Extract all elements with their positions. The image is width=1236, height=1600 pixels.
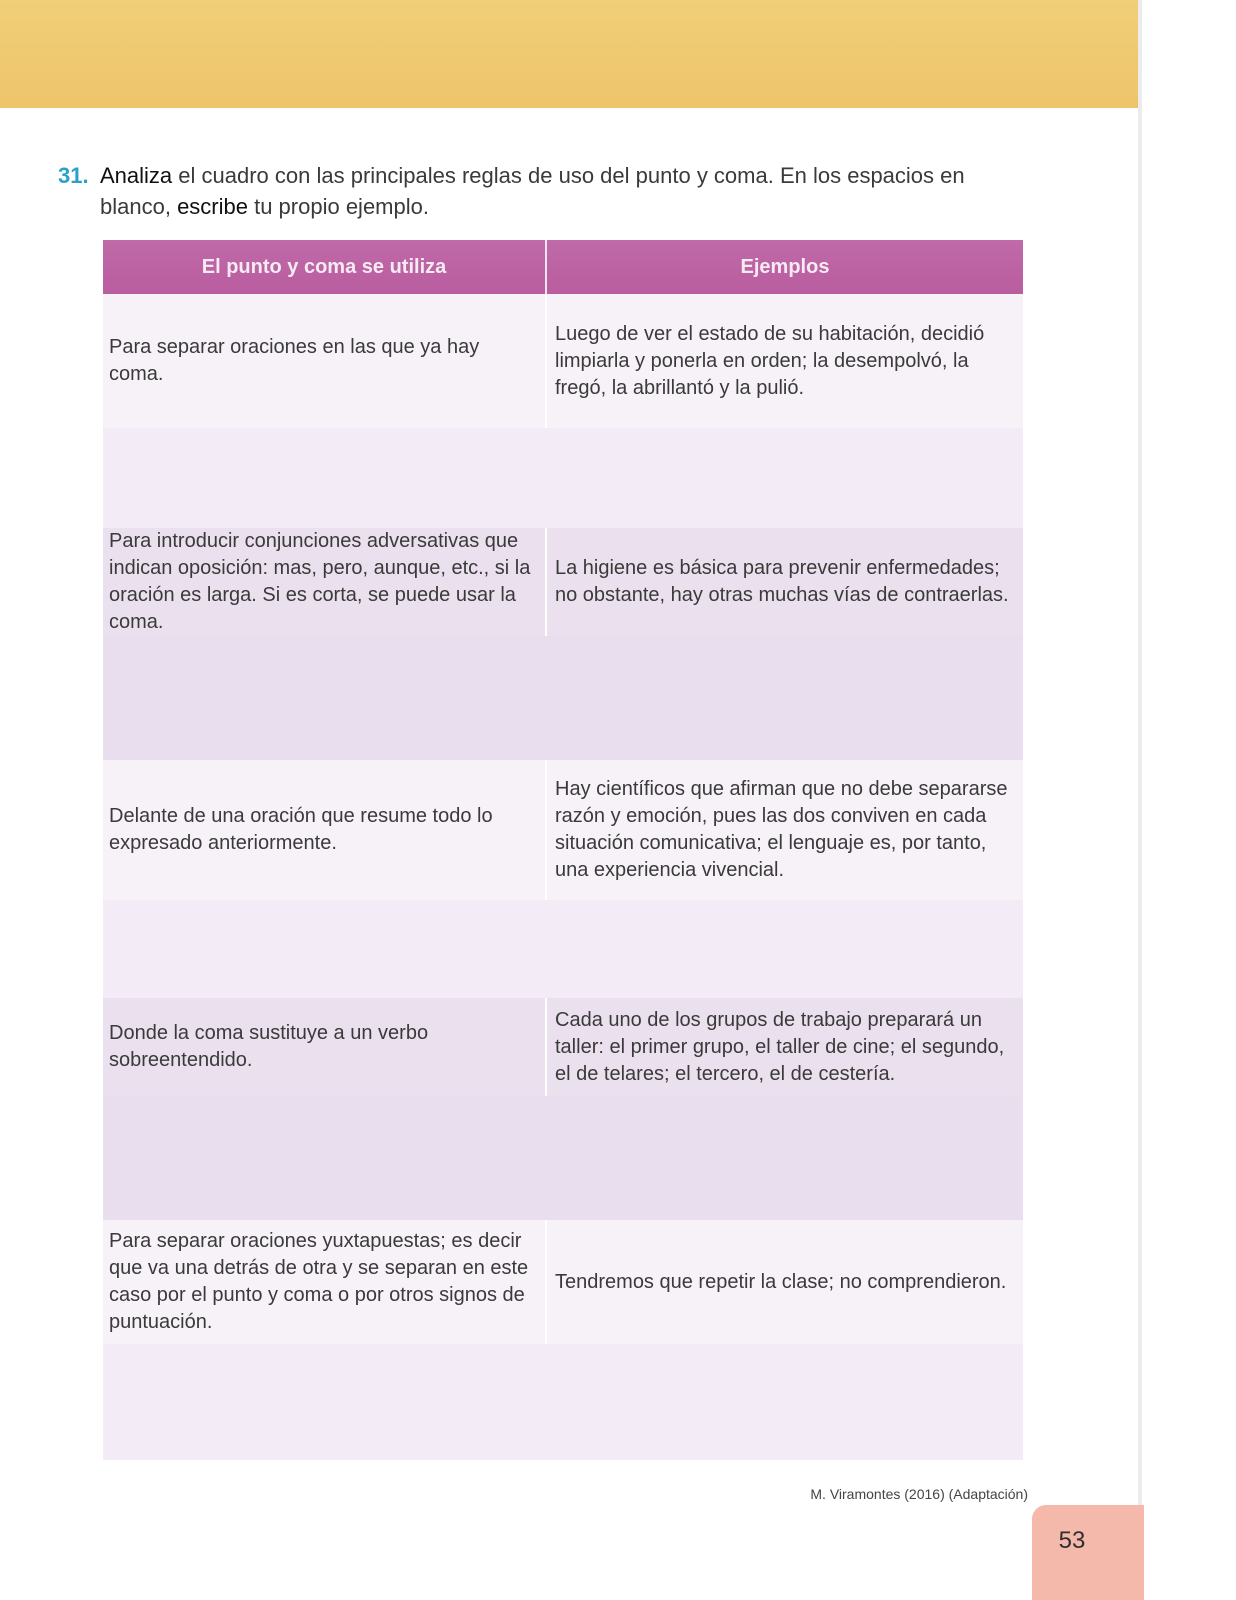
punto-y-coma-table	[103, 240, 1023, 1460]
table-row	[103, 998, 1023, 1096]
blank-writing-space[interactable]	[103, 1344, 1023, 1460]
exercise-text-part1: el cuadro con las principales reglas de uso del punto y coma. En los espacios en blanco,	[100, 163, 965, 219]
rule-cell: Para introducir conjunciones adversativas que indican oposición: mas, pero, aunque, etc., si la oración es larga. Si es corta, se puede usar la coma.	[103, 528, 547, 636]
exercise-verb-escribe: escribe	[177, 194, 248, 219]
source-citation: M. Viramontes (2016) (Adaptación)	[810, 1486, 1028, 1502]
example-cell: Hay científicos que afirman que no debe separarse razón y emoción, pues las dos conviven en cada situación comunicativa; el lenguaje es, por tanto, una experiencia vivencial.	[555, 778, 1008, 881]
blank-writing-space[interactable]	[103, 636, 1023, 760]
table-row	[103, 528, 1023, 636]
table-row	[103, 1220, 1023, 1344]
example-cell: La higiene es básica para prevenir enfermedades; no obstante, hay otras muchas vías de contraerlas.	[555, 557, 1009, 606]
exercise-verb-analiza: Analiza	[100, 163, 173, 188]
page-number: 53	[1058, 1527, 1086, 1554]
header-rule: El punto y coma se utiliza	[103, 240, 547, 294]
header-color-band	[0, 0, 1140, 108]
blank-writing-space[interactable]	[103, 1096, 1023, 1220]
header-examples: Ejemplos	[740, 255, 830, 278]
table-row	[103, 294, 1023, 428]
table-header	[103, 240, 1023, 294]
table-row	[103, 760, 1023, 900]
rule-cell: Delante de una oración que resume todo lo expresado anteriormente.	[103, 760, 547, 900]
rule-cell: Para separar oraciones yuxtapuestas; es decir que va una detrás de otra y se separan en este caso por el punto y coma o por otros signos de puntuación.	[103, 1220, 547, 1344]
rule-cell: Para separar oraciones en las que ya hay coma.	[103, 294, 547, 428]
page-number-tab	[1032, 1505, 1144, 1600]
exercise-number: 31.	[58, 163, 89, 188]
example-cell: Luego de ver el estado de su habitación, decidió limpiarla y ponerla en orden; la desempolvó, la fregó, la abrillantó y la pulió.	[555, 322, 985, 399]
example-cell: Cada uno de los grupos de trabajo preparará un taller: el primer grupo, el taller de cine; el segundo, el de telares; el tercero, el de cestería.	[555, 1008, 1005, 1085]
exercise-text	[100, 160, 1038, 222]
exercise-text-part2: tu propio ejemplo.	[247, 194, 429, 219]
blank-writing-space[interactable]	[103, 900, 1023, 998]
blank-writing-space[interactable]	[103, 428, 1023, 528]
rule-cell: Donde la coma sustituye a un verbo sobreentendido.	[103, 998, 547, 1096]
example-cell: Tendremos que repetir la clase; no comprendieron.	[555, 1270, 1007, 1293]
exercise-instruction	[58, 160, 1038, 222]
page-edge	[1138, 0, 1142, 1600]
